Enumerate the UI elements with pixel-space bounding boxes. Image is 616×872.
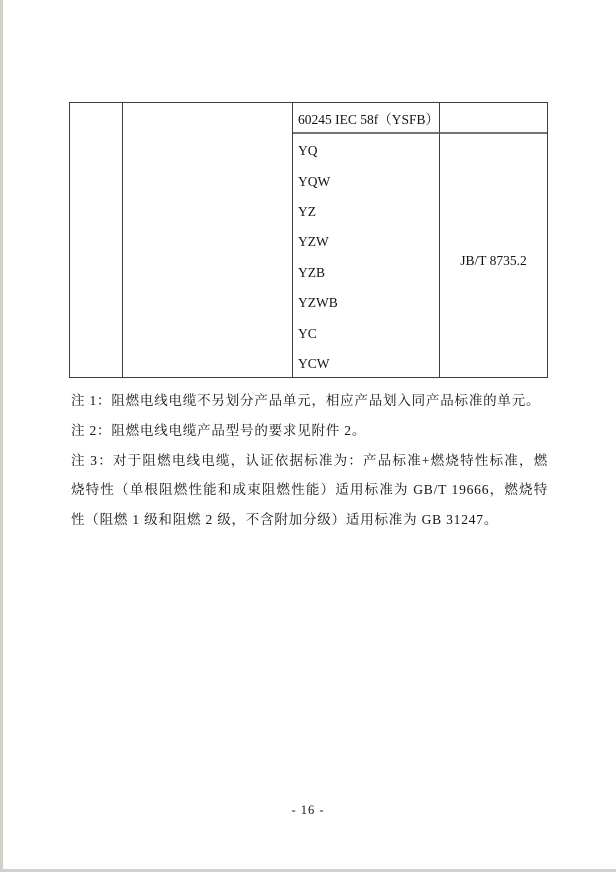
model-line: YQ — [298, 143, 318, 159]
model-line: YZWB — [298, 295, 338, 311]
product-standards-table — [69, 102, 548, 378]
model-line: YC — [298, 325, 317, 341]
table-cell-model-list — [293, 134, 439, 377]
model-line: YZW — [298, 234, 329, 250]
model-line: YQW — [298, 173, 331, 189]
notes-section — [71, 386, 548, 535]
page-number: - 16 - — [291, 803, 325, 817]
note-paragraph: 注 3：对于阻燃电线电缆，认证依据标准为：产品标准+燃烧特性标准，燃烧特性（单根阻燃性能和成束阻燃性能）适用标准为 GB/T 19666，燃烧特性（阻燃 1 级和阻燃 2 级，不含附加分级）适用标准为 GB 31247。 — [71, 452, 548, 528]
table-cell-col1-empty — [70, 103, 123, 377]
model-line: YZB — [298, 264, 325, 280]
note-paragraph: 注 2：阻燃电线电缆产品型号的要求见附件 2。 — [71, 422, 367, 438]
table-cell-standard-jbt: JB/T 8735.2 — [439, 134, 547, 377]
model-line: YZ — [298, 203, 316, 219]
page-left-edge — [0, 0, 3, 872]
table-cell-col2-empty — [123, 103, 293, 377]
table-cell-model-60245: 60245 IEC 58f（YSFB） — [293, 103, 439, 134]
note-paragraph: 注 1：阻燃电线电缆不另划分产品单元，相应产品划入同产品标准的单元。 — [71, 393, 541, 408]
model-line: YCW — [298, 355, 330, 371]
table-cell-standard-row1-empty — [439, 103, 547, 134]
